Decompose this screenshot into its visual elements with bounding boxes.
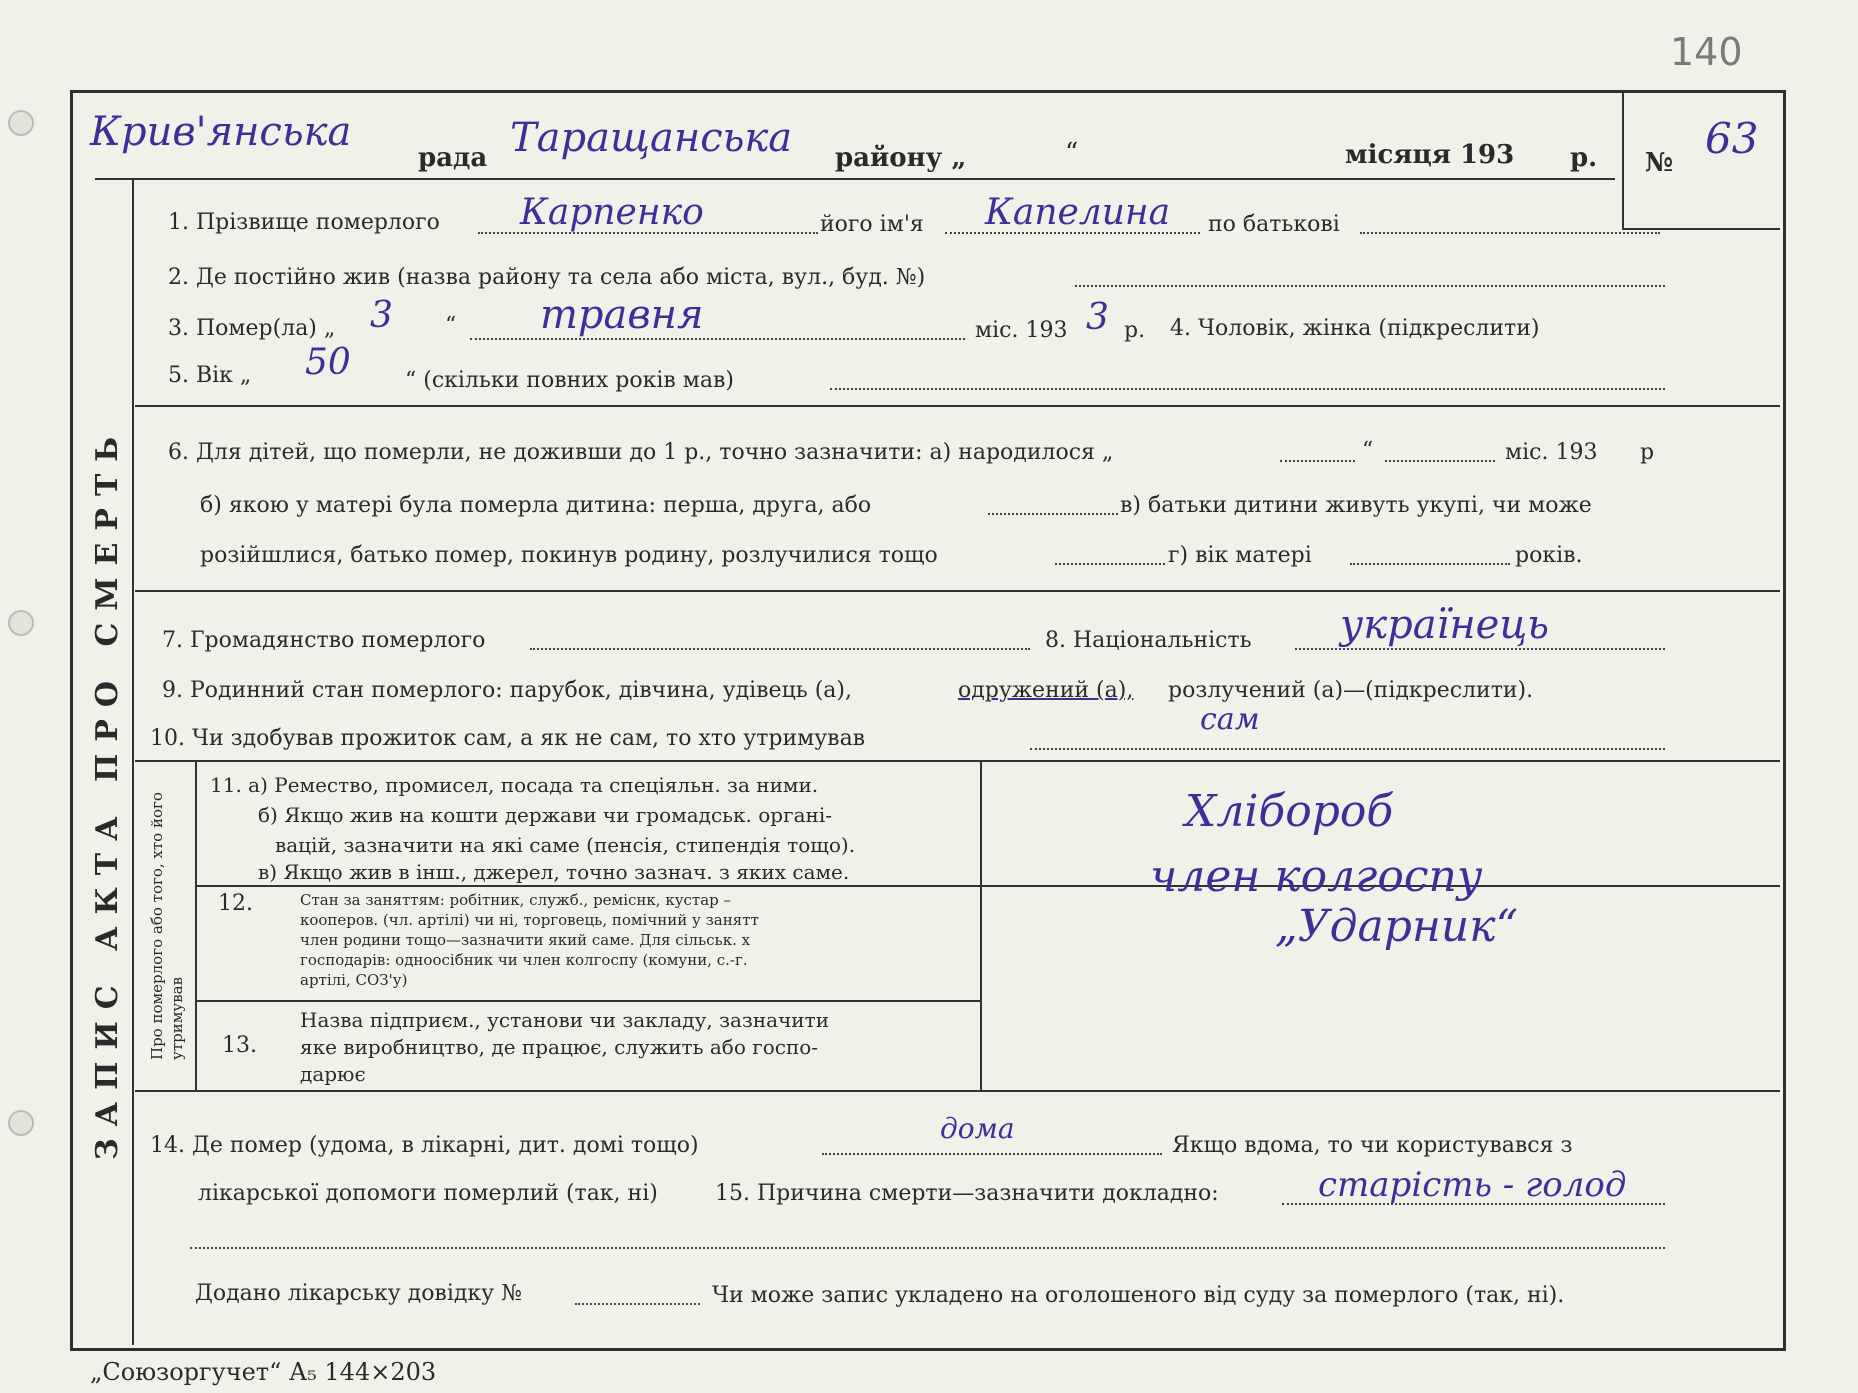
f12-l4: господарів: одноосібник чи член колгоспу (комуни, с.-г.: [300, 951, 748, 969]
number-box-divider: [1622, 93, 1624, 228]
side-title: ЗАПИС АКТА ПРО СМЕРТЬ: [90, 424, 125, 1160]
dovidka-rest: Чи може запис укладено на оголошеного від суду за померлого (так, ні).: [712, 1283, 1565, 1308]
f3-q: “: [445, 313, 457, 338]
f3-r: р.: [1124, 318, 1146, 343]
f1-patr-label: по батькові: [1208, 212, 1340, 237]
f9-label-b: розлучений (а)—(підкреслити).: [1168, 678, 1534, 703]
f9-married: одружений (а),: [958, 678, 1134, 703]
footer-imprint: „Союзоргучет“ А₅ 144×203: [90, 1358, 437, 1386]
f11-value-2: член колгоспу: [1150, 851, 1483, 902]
rayon-label: району „: [835, 143, 967, 173]
f13-num: 13.: [222, 1033, 257, 1058]
f5-age: 50: [305, 342, 351, 383]
rada-label: рада: [418, 143, 488, 173]
f1-patr-dots: [1360, 232, 1660, 234]
f6-line2: б) якою у матері була померла дитина: перша, друга, або: [200, 493, 872, 518]
f14-dots: [822, 1153, 1162, 1155]
no-label: №: [1645, 148, 1674, 178]
f3-dots: [470, 338, 965, 340]
f3-day: 3: [370, 295, 393, 336]
f13-l1: Назва підприєм., установи чи закладу, зазначити: [300, 1008, 830, 1032]
f10-label: 10. Чи здобував прожиток сам, а як не сам, то хто утримував: [150, 726, 866, 751]
block-right-divider: [980, 760, 982, 1090]
f1-name-label: його ім'я: [820, 212, 924, 237]
f6-line3c: років.: [1515, 543, 1583, 568]
dovidka-label: Додано лікарську довідку №: [195, 1281, 522, 1306]
f5-rest: “ (скільки повних років мав): [405, 368, 735, 393]
f6-dots-1: [1280, 460, 1355, 462]
r-label: р.: [1570, 143, 1598, 173]
f8-label: 8. Національність: [1045, 628, 1252, 653]
divider-2: [135, 590, 1780, 592]
rayon-hand: Таращанська: [510, 115, 793, 161]
f6-dots-2: [1385, 460, 1495, 462]
f6-line1c: міс. 193: [1505, 440, 1598, 465]
f12-l3: член родини тощо—зазначити який саме. Для сільськ. х: [300, 931, 751, 949]
f4-label: 4. Чоловік, жінка (підкреслити): [1170, 316, 1540, 341]
side-title-divider: [132, 180, 134, 1345]
block-row-2: [195, 1000, 980, 1002]
f1-label: 1. Прізвище померлого: [168, 210, 440, 235]
f14-rest: Якщо вдома, то чи користувався з: [1172, 1133, 1573, 1158]
f15-label-a: лікарської допомоги померлий (так, ні): [198, 1181, 658, 1206]
f12-l5: артілі, СОЗ'у): [300, 971, 408, 989]
side-small-label: Про померлого або того, хто його утримував: [148, 792, 186, 1060]
f3-year: 3: [1086, 297, 1109, 338]
binder-hole: [8, 110, 34, 136]
f6-dots-5: [1350, 563, 1510, 565]
number-box-bottom: [1622, 228, 1780, 230]
f11-a: 11. а) Ремество, промисел, посада та спеціяльн. за ними.: [210, 773, 819, 797]
f14-value: дома: [940, 1112, 1015, 1145]
f6-line1b: “: [1362, 438, 1374, 463]
f6-line2b: в) батьки дитини живуть укупі, чи може: [1120, 493, 1592, 518]
f12-num: 12.: [218, 891, 253, 916]
f5-dots: [830, 388, 1665, 390]
dovidka-dots: [575, 1303, 700, 1305]
f11-c: в) Якщо жив в інш., джерел, точно зазнач. з яких саме.: [258, 860, 850, 884]
f2-label: 2. Де постійно жив (назва району та села або міста, вул., буд. №): [168, 265, 926, 290]
header-underline: [95, 178, 1615, 180]
no-hand: 63: [1705, 114, 1759, 163]
block-bottom: [135, 1090, 1780, 1092]
f3-label: 3. Помер(ла) „: [168, 316, 336, 341]
f7-label: 7. Громадянство померлого: [162, 628, 486, 653]
divider-3: [135, 760, 1780, 762]
f3-month: травня: [540, 292, 704, 338]
f14-label: 14. Де помер (удома, в лікарні, дит. домі тощо): [150, 1133, 699, 1158]
f6-line3b: г) вік матері: [1168, 543, 1312, 568]
f11-value-1: Хлібороб: [1185, 786, 1394, 837]
f10-dots: [1030, 748, 1665, 750]
f15-label-b: 15. Причина смерти—зазначити докладно:: [715, 1181, 1219, 1206]
block-left-divider: [195, 760, 197, 1090]
f1-name: Капелина: [985, 192, 1171, 233]
f8-dots: [1295, 648, 1665, 650]
binder-hole: [8, 1110, 34, 1136]
f8-value: українець: [1340, 602, 1550, 648]
f6-dots-4: [1055, 563, 1165, 565]
f11-b2: вацій, зазначити на які саме (пенсія, стипендія тощо).: [275, 833, 856, 857]
binder-hole: [8, 610, 34, 636]
f1-surname: Карпенко: [520, 192, 704, 233]
misyacya-label: місяця 193: [1345, 140, 1515, 170]
f5-label: 5. Вік „: [168, 363, 252, 388]
block-row-1: [195, 885, 1780, 887]
rada-hand: Крив'янська: [90, 109, 352, 155]
f15-dots-2: [190, 1247, 1665, 1249]
f10-value: сам: [1200, 702, 1260, 737]
f11-value-3: „Ударник“: [1275, 901, 1518, 952]
f2-dots: [1075, 285, 1665, 287]
f11-b1: б) Якщо жив на кошти держави чи громадськ. органі-: [258, 803, 832, 827]
f7-dots: [530, 648, 1030, 650]
quote-close: “: [1065, 138, 1079, 168]
f13-l2: яке виробництво, де працює, служить або госпо-: [300, 1035, 819, 1059]
f3-mis: міс. 193: [975, 318, 1068, 343]
page-number: 140: [1670, 30, 1743, 74]
f6-line1d: р: [1640, 440, 1655, 465]
f6-dots-3: [988, 513, 1118, 515]
f9-label-a: 9. Родинний стан померлого: парубок, дівчина, удівець (а),: [162, 678, 852, 703]
f12-l1: Стан за заняттям: робітник, служб., реміснк, кустар –: [300, 891, 732, 909]
f6-line1: 6. Для дітей, що померли, не доживши до 1 р., точно зазначити: а) народилося „: [168, 440, 1114, 465]
f12-l2: кооперов. (чл. артілі) чи ні, торговець, помічний у занятт: [300, 911, 759, 929]
f15-value: старість - голод: [1318, 1165, 1627, 1205]
f13-l3: дарює: [300, 1062, 366, 1086]
divider-1: [135, 405, 1780, 407]
f6-line3: розійшлися, батько помер, покинув родину, розлучилися тощо: [200, 543, 938, 568]
